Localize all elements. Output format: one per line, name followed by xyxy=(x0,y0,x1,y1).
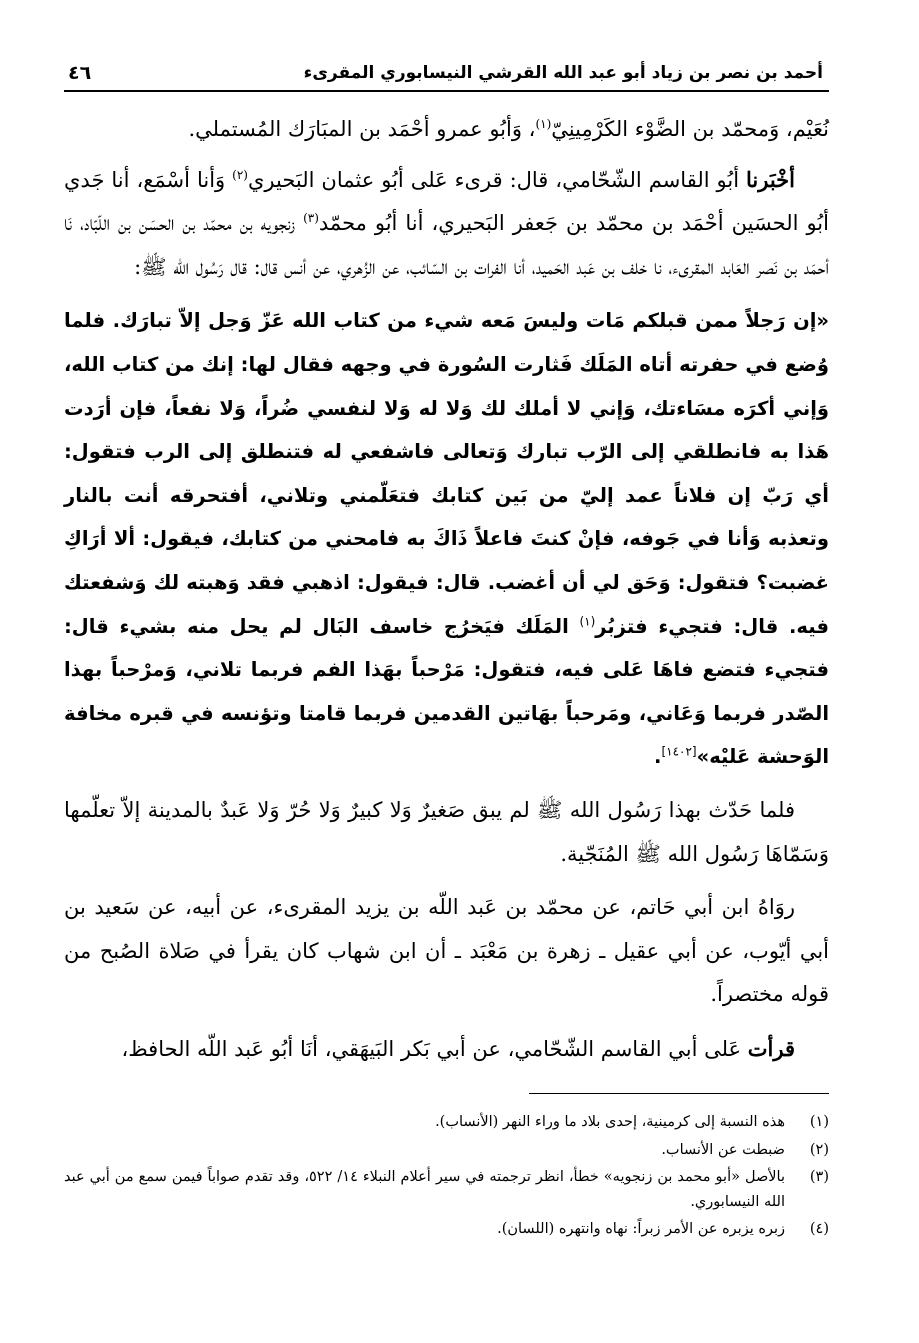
footnote-text: زبره يزبره عن الأمر زبراً: نهاه وانتهره (اللسان). xyxy=(497,1221,785,1238)
isnad-paragraph xyxy=(64,158,829,290)
footnotes xyxy=(64,1110,829,1242)
footnote-number: (١) xyxy=(809,1114,829,1131)
paragraph-5 xyxy=(64,1027,829,1072)
hadith-end: . xyxy=(654,745,662,769)
running-header xyxy=(64,62,829,90)
footnote-number: (٣) xyxy=(809,1169,829,1186)
footnote-3 xyxy=(64,1165,829,1214)
isnad-text-a: أبُو القاسم الشّحّامي، قال: قرىء عَلى أبُو عثمان البَحيري xyxy=(247,167,747,192)
footnote-rule xyxy=(529,1093,829,1094)
footnote-ref-4: (١) xyxy=(579,614,596,629)
paragraph-1-end: ، وَأبُو عمرو أحْمَد بن المبَارَك المُستملي. xyxy=(188,117,536,141)
footnote-number: (٤) xyxy=(809,1221,829,1238)
header-rule xyxy=(64,90,829,92)
footnote-ref-2: (٢) xyxy=(232,167,248,182)
footnote-text: هذه النسبة إلى كرمينية، إحدى بلاد ما وراء النهر (الأنساب). xyxy=(435,1114,785,1131)
hadith-quote xyxy=(64,299,829,779)
footnote-2 xyxy=(64,1138,829,1163)
page-number: ٤٦ xyxy=(68,62,92,84)
footnote-4 xyxy=(64,1217,829,1242)
hadith-text-a: «إن رَجلاً ممن قبلكم مَات وليسَ مَعه شيء من كتاب الله عَزّ وَجل إلاّ تبارَك. فلما وُضع في حفرته أتاه المَلَك فَثارت السُورة في وجهه فقال لها: إنك من كتاب الله، وَإني أكرَه مسَاءتك، وَإني لا أملك لك وَلا له وَلا لنفسي ضُراً، وَلا نفعاً، فإن أرَدت هَذا به فانطلقي إلى الرّب تبارك وَتعالى فاشفعي له فتنطلق إلى الرب فتقول: أي رَبّ إن فلاناً عمد إليّ من بَين كتابك فتعَلّمني وتلاني، أفتحرقه أنت بالنار وتعذبه وَأنا في جَوفه، فإنْ كنتَ فاعلاً ذَاكَ به فامحني من كتابك، فيقول: ألا أرَاكِ غضبت؟ فتقول: وَحَق لي أن أغضب. قال: فيقول: اذهبي فقد وَهبته لك وَشفعتك فيه. قال: فتجيء فتزبُر xyxy=(64,309,829,638)
footnote-ref-1: (١) xyxy=(535,117,552,131)
paragraph-5-text: عَلى أبي القاسم الشّحّامي، عن أبي بَكر البَيهَقي، أنَا أبُو عَبد اللّه الحافظ، xyxy=(121,1036,748,1061)
isnad-text-b: وَأنا أسْمَع، أنا جَدي أبُو الحسَين أحْمَد بن محمّد بن جَعفر البَحيري، أنا أبُو محمّد xyxy=(64,167,829,236)
footnote-text: ضبطت عن الأنساب. xyxy=(661,1141,785,1158)
isnad-text-c: زنجويه بن محمّد بن الحسَن بن اللّبّاد، نَا أحمَد بن نَصر العَابد المقرىء، نا خلف بن عَبد الحَميد، أنا الفرات بن السّائب، عن الزُهري، عن أنس قال: قال رَسُول الله ﷺ: xyxy=(64,211,829,279)
footnote-1 xyxy=(64,1110,829,1135)
hadith-number: [١٤٠٢] xyxy=(661,744,697,759)
paragraph-5-lead-word: قرأت xyxy=(747,1035,795,1061)
isnad-lead-word: أخْبَرنا xyxy=(746,166,795,192)
paragraph-1 xyxy=(64,108,829,152)
footnote-number: (٢) xyxy=(809,1141,829,1158)
hadith-text-b: المَلَك فيَخرُج خاسف البَال لم يحل منه بشيء قال: فتجيء فتضع فاهَا عَلى فيه، فتقول: مَرْحباً بهَذا الفم فربما تلاني، وَمرْحباً بهذا الصّدر فربما وَعَاني، ومَرحباً بهَاتين القدمين فربما قامتا وتؤنسه في قبره مخافة الوَحشة عَليْه» xyxy=(64,614,829,769)
running-title: أحمد بن نصر بن زياد أبو عبد الله القرشي النيسابوري المقرىء xyxy=(303,63,823,83)
paragraph-3: فلما حَدّث بهذا رَسُول الله ﷺ لم يبق صَغيرٌ وَلا كبيرٌ وَلا حُرّ وَلا عَبدٌ بالمدينة إلاّ تعلّمها وَسَمّاهَا رَسُول الله ﷺ المُنَجّية. xyxy=(64,797,829,866)
paragraph-4: روَاهُ ابن أبي حَاتم، عن محمّد بن عَبد اللّه بن يزيد المقرىء، عن أبيه، عن سَعيد بن أبي أيّوب، عن أبي عقيل ـ زهرة بن مَعْبَد ـ أن ابن شهاب كان يقرأ في صَلاة الصُبح من قوله مختصراً. xyxy=(64,895,829,1007)
paragraph-1-text: نُعَيْم، وَمحمّد بن الضَّوْء الكَرْمِينِيّ xyxy=(551,117,829,141)
footnote-text: بالأصل «أبو محمد بن زنجويه» خطأ، انظر ترجمته في سير أعلام النبلاء ١٤/ ٥٢٢، وقد تقدم صواباً فيمن سمع من أبي عبد الله النيسابوري. xyxy=(64,1169,785,1210)
footnote-ref-3: (٣) xyxy=(303,211,319,226)
